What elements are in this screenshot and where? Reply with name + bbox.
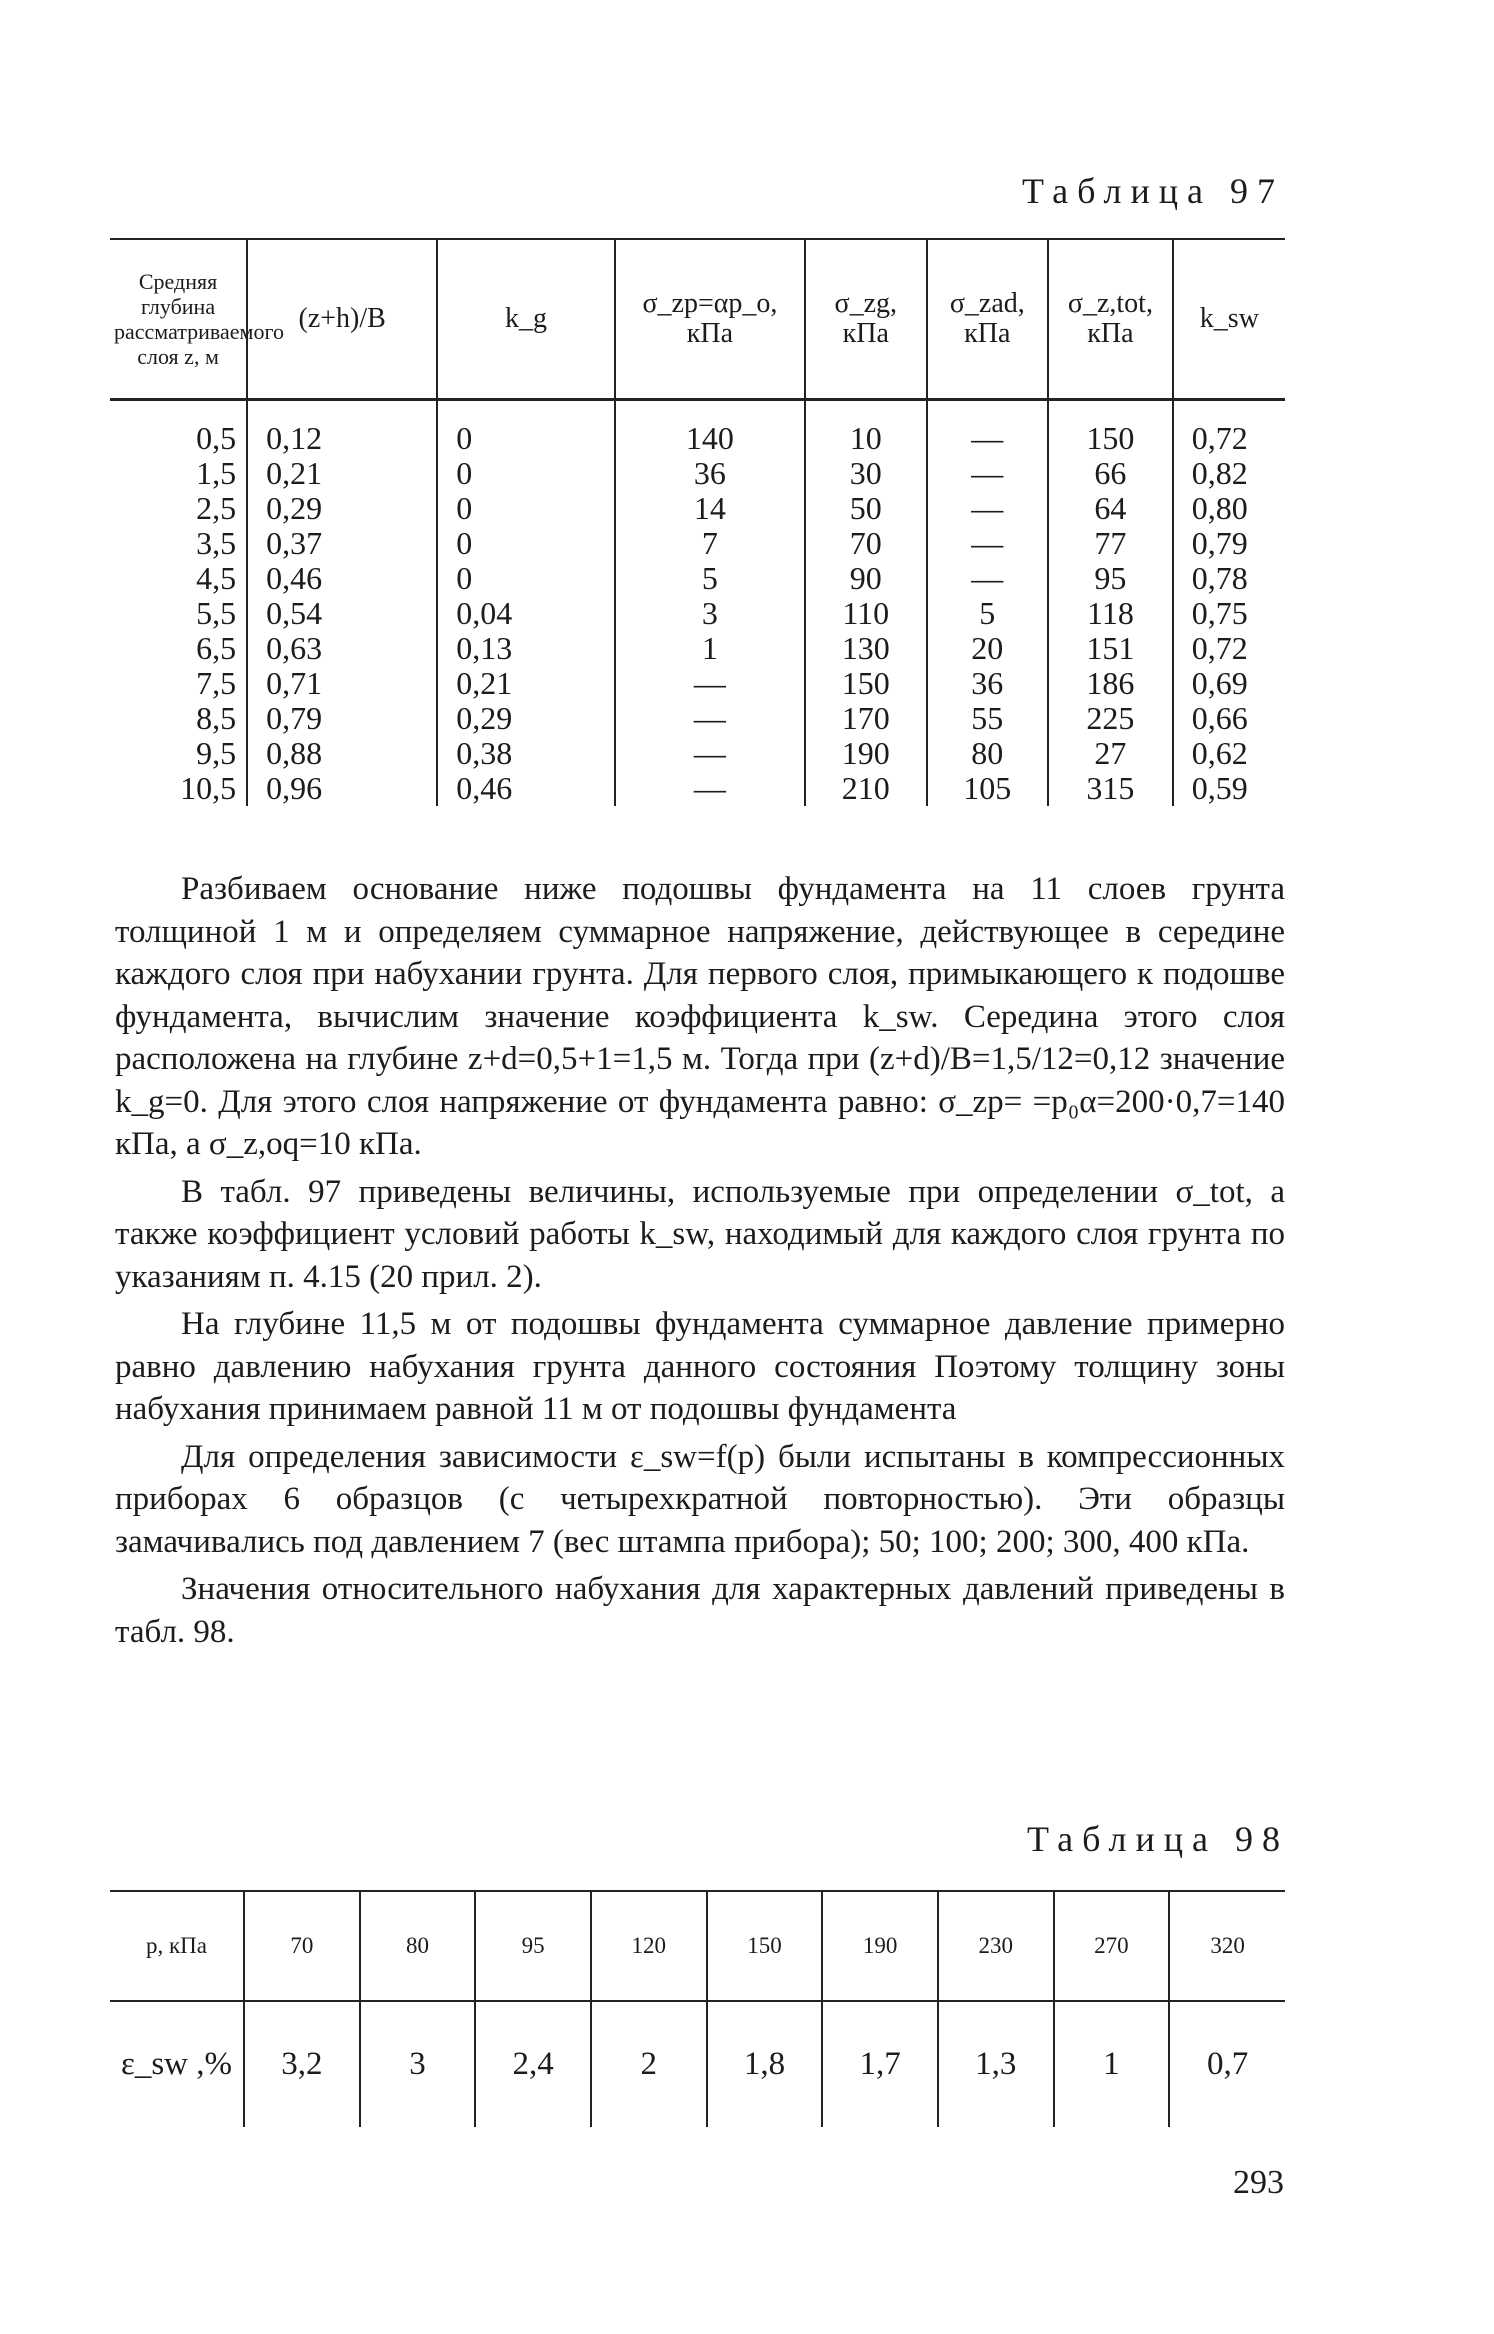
table-cell: — — [615, 701, 805, 736]
table-row — [110, 561, 1285, 596]
table-row — [110, 666, 1285, 701]
table-cell: 7,5 — [196, 665, 237, 701]
table-cell: 0,63 — [247, 631, 437, 666]
table-row — [110, 491, 1285, 526]
table-cell: — — [927, 456, 1049, 491]
paragraph: В табл. 97 приведены величины, используемые при определении σ_tot, а также коэффициент условий работы k_sw, находимый для каждого слоя грунта по указаниям п. 4.15 (20 прил. 2). — [115, 1173, 1285, 1295]
table-cell: 5 — [615, 561, 805, 596]
table-98-caption: Таблица 98 — [1027, 1819, 1289, 1859]
table-cell: 0,46 — [247, 561, 437, 596]
table-97 — [110, 238, 1285, 806]
table-cell: 0,46 — [437, 771, 615, 806]
table-cell: 5,5 — [196, 595, 237, 631]
table-cell: 150 — [805, 666, 927, 701]
table-cell: 118 — [1048, 596, 1173, 631]
pressure-cell: 230 — [938, 1891, 1054, 2001]
table-cell: — — [615, 736, 805, 771]
swelling-cell: 1,7 — [822, 2001, 938, 2127]
table-cell: 0,12 — [247, 400, 437, 457]
table-cell: 0,13 — [437, 631, 615, 666]
table-cell: — — [927, 400, 1049, 457]
table-cell: 7 — [615, 526, 805, 561]
table-cell: 0,21 — [247, 456, 437, 491]
table-cell: 0 — [437, 561, 615, 596]
pressure-cell: 120 — [591, 1891, 707, 2001]
table-cell: 4,5 — [196, 560, 237, 596]
table-cell: 0,96 — [247, 771, 437, 806]
table-98 — [110, 1890, 1285, 2127]
swelling-cell: 3,2 — [244, 2001, 360, 2127]
table-cell: 64 — [1048, 491, 1173, 526]
body-text — [115, 868, 1285, 1658]
table-98-swelling-row — [110, 2001, 1285, 2127]
table-row — [110, 596, 1285, 631]
table-cell: 0,29 — [437, 701, 615, 736]
table-cell: 0,82 — [1173, 456, 1285, 491]
pressure-cell: 320 — [1169, 1891, 1285, 2001]
table-cell: 10,5 — [180, 770, 237, 806]
pressure-cell: 190 — [822, 1891, 938, 2001]
swelling-cell: 2,4 — [475, 2001, 591, 2127]
row-label-swelling: ε_sw ,% — [120, 2046, 233, 2082]
table-cell: 8,5 — [196, 700, 237, 736]
table-cell: 0,75 — [1173, 596, 1285, 631]
swelling-cell: 0,7 — [1169, 2001, 1285, 2127]
table-cell: 0,21 — [437, 666, 615, 701]
pressure-cell: 70 — [244, 1891, 360, 2001]
table-cell: 0,88 — [247, 736, 437, 771]
table-cell: — — [927, 526, 1049, 561]
pressure-cell: 150 — [707, 1891, 823, 2001]
table-cell: 70 — [805, 526, 927, 561]
table-cell: 0,38 — [437, 736, 615, 771]
swelling-cell: 1,8 — [707, 2001, 823, 2127]
table-cell: 20 — [927, 631, 1049, 666]
table-cell: 0 — [437, 491, 615, 526]
table-cell: 10 — [805, 400, 927, 457]
table-98-pressure-row — [110, 1891, 1285, 2001]
swelling-cell: 1,3 — [938, 2001, 1054, 2127]
table-cell: 2,5 — [196, 490, 237, 526]
table-cell: 50 — [805, 491, 927, 526]
table-cell: — — [615, 771, 805, 806]
header-kg: k_g — [437, 239, 615, 400]
table-cell: 0,79 — [247, 701, 437, 736]
table-cell: 0,72 — [1173, 631, 1285, 666]
table-cell: 0,72 — [1173, 400, 1285, 457]
table-cell: — — [927, 491, 1049, 526]
table-cell: 90 — [805, 561, 927, 596]
table-cell: 0,62 — [1173, 736, 1285, 771]
table-cell: 1 — [615, 631, 805, 666]
table-row — [110, 736, 1285, 771]
table-cell: 110 — [805, 596, 927, 631]
table-cell: 151 — [1048, 631, 1173, 666]
table-cell: — — [927, 561, 1049, 596]
table-cell: — — [615, 666, 805, 701]
table-row — [110, 631, 1285, 666]
paragraph: На глубине 11,5 м от подошвы фундамента суммарное давление примерно равно давлению набухания грунта данного состояния Поэтому толщину зоны набухания принимаем равной 11 м от подошвы фундамента — [115, 1306, 1285, 1427]
table-cell: 315 — [1048, 771, 1173, 806]
table-cell: 225 — [1048, 701, 1173, 736]
swelling-cell: 3 — [360, 2001, 476, 2127]
table-97-header-row — [110, 239, 1285, 400]
table-cell: 0,79 — [1173, 526, 1285, 561]
table-cell: 0,5 — [196, 420, 237, 456]
table-cell: 0,66 — [1173, 701, 1285, 736]
header-ksw: k_sw — [1173, 239, 1285, 400]
paragraph: Разбиваем основание ниже подошвы фундамента на 11 слоев грунта толщиной 1 м и определяем суммарное напряжение, действующее в середине каждого слоя при набухании грунта. Для первого слоя, примыкающего к подошве фундамента, вычислим значение коэффициента k_sw. Середина этого слоя расположена на глубине z+d=0,5+1=1,5 м. Тогда при (z+d)/B=1,5/12=0,12 значение k_g=0. Для этого слоя напряжение от фундамента равно: σ_zp= =p₀α=200·0,7=140 кПа, а σ_z,oq=10 кПа. — [115, 871, 1285, 1162]
table-cell: 0,78 — [1173, 561, 1285, 596]
swelling-cell: 2 — [591, 2001, 707, 2127]
header-sigma-zp: σ_zp=αp_o, кПа — [615, 239, 805, 400]
table-cell: 3,5 — [196, 525, 237, 561]
table-cell: 0,69 — [1173, 666, 1285, 701]
pressure-cell: 80 — [360, 1891, 476, 2001]
table-cell: 95 — [1048, 561, 1173, 596]
header-depth: Средняя глубина рассматриваемого слоя z, м — [114, 269, 284, 369]
table-cell: 150 — [1048, 400, 1173, 457]
table-97-caption: Таблица 97 — [1022, 171, 1284, 211]
table-cell: 0 — [437, 526, 615, 561]
table-row — [110, 701, 1285, 736]
table-cell: 0,29 — [247, 491, 437, 526]
table-cell: 0,59 — [1173, 771, 1285, 806]
table-cell: 66 — [1048, 456, 1173, 491]
pressure-cell: 270 — [1054, 1891, 1170, 2001]
table-cell: 3 — [615, 596, 805, 631]
table-cell: 5 — [927, 596, 1049, 631]
table-cell: 170 — [805, 701, 927, 736]
table-cell: 0 — [437, 456, 615, 491]
table-row — [110, 526, 1285, 561]
table-row — [110, 400, 1285, 457]
table-cell: 6,5 — [196, 630, 237, 666]
row-label-pressure: p, кПа — [146, 1933, 207, 1958]
table-cell: 27 — [1048, 736, 1173, 771]
table-row — [110, 771, 1285, 806]
table-cell: 190 — [805, 736, 927, 771]
table-cell: 14 — [615, 491, 805, 526]
table-cell: 30 — [805, 456, 927, 491]
table-cell: 0,37 — [247, 526, 437, 561]
table-cell: 0,71 — [247, 666, 437, 701]
table-cell: 130 — [805, 631, 927, 666]
header-ratio: (z+h)/B — [247, 239, 437, 400]
table-cell: 210 — [805, 771, 927, 806]
paragraph: Значения относительного набухания для характерных давлений приведены в табл. 98. — [115, 1571, 1285, 1650]
table-cell: 105 — [927, 771, 1049, 806]
table-cell: 55 — [927, 701, 1049, 736]
table-cell: 9,5 — [196, 735, 237, 771]
table-cell: 77 — [1048, 526, 1173, 561]
table-cell: 140 — [615, 400, 805, 457]
header-sigma-zad: σ_zad, кПа — [927, 239, 1049, 400]
table-cell: 0 — [437, 400, 615, 457]
page-number: 293 — [1233, 2164, 1284, 2201]
table-cell: 0,04 — [437, 596, 615, 631]
table-cell: 80 — [927, 736, 1049, 771]
table-97-body — [110, 400, 1285, 807]
table-row — [110, 456, 1285, 491]
table-cell: 36 — [927, 666, 1049, 701]
header-sigma-tot: σ_z,tot, кПа — [1048, 239, 1173, 400]
table-cell: 0,80 — [1173, 491, 1285, 526]
table-cell: 36 — [615, 456, 805, 491]
swelling-cell: 1 — [1054, 2001, 1170, 2127]
paragraph: Для определения зависимости ε_sw=f(p) были испытаны в компрессионных приборах 6 образцов (с четырехкратной повторностью). Эти образцы замачивались под давлением 7 (вес штампа прибора); 50; 100; 200; 300, 400 кПа. — [115, 1438, 1285, 1560]
pressure-cell: 95 — [475, 1891, 591, 2001]
table-cell: 0,54 — [247, 596, 437, 631]
table-cell: 186 — [1048, 666, 1173, 701]
header-sigma-zg: σ_zg, кПа — [805, 239, 927, 400]
table-cell: 1,5 — [196, 455, 237, 491]
